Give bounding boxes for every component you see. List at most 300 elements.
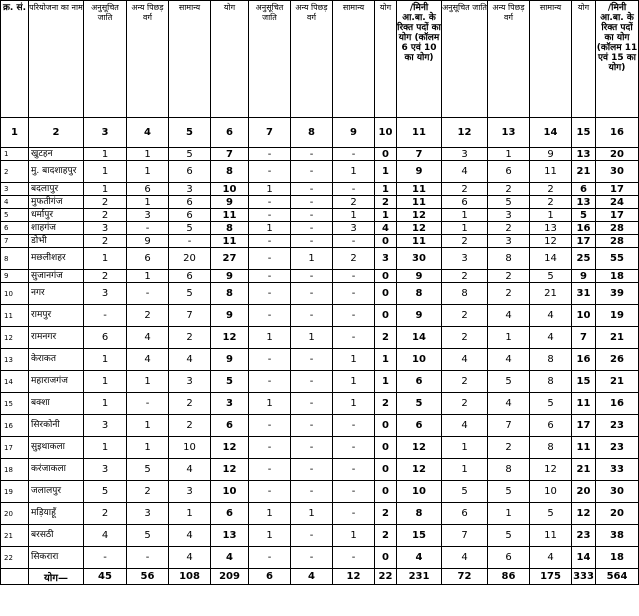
table-cell: 17	[572, 415, 596, 437]
column-header: योग	[211, 1, 249, 118]
column-number: 11	[397, 118, 442, 148]
table-cell: 6	[488, 161, 530, 183]
table-row	[1, 415, 639, 437]
table-cell: 1	[333, 371, 375, 393]
table-cell: 1	[530, 209, 572, 222]
table-row	[1, 283, 639, 305]
table-row	[1, 305, 639, 327]
table-cell: 20	[169, 248, 211, 270]
table-cell: 38	[596, 525, 639, 547]
project-name: मछलीशहर	[29, 248, 84, 270]
project-name: करंजाकला	[29, 459, 84, 481]
table-cell: 16	[572, 349, 596, 371]
table-cell: 8	[442, 283, 488, 305]
table-cell: 2	[169, 393, 211, 415]
serial-number: 17	[1, 437, 29, 459]
table-cell: 12	[211, 459, 249, 481]
table-cell: 1	[127, 148, 169, 161]
column-number: 12	[442, 118, 488, 148]
table-cell: -	[127, 283, 169, 305]
table-cell: 1	[84, 248, 127, 270]
table-cell: 9	[127, 235, 169, 248]
table-cell: 1	[333, 161, 375, 183]
table-row	[1, 183, 639, 196]
table-cell: 2	[488, 183, 530, 196]
table-row	[1, 437, 639, 459]
table-cell: 39	[596, 283, 639, 305]
table-cell: -	[249, 305, 291, 327]
table-cell: 6	[397, 415, 442, 437]
column-number: 9	[333, 118, 375, 148]
table-cell: 1	[84, 349, 127, 371]
table-cell: -	[249, 248, 291, 270]
table-cell: 1	[84, 393, 127, 415]
column-number: 1	[1, 118, 29, 148]
column-header: योग	[572, 1, 596, 118]
total-value: 56	[127, 569, 169, 585]
table-cell: 5	[530, 503, 572, 525]
table-cell: 7	[169, 305, 211, 327]
table-cell: 1	[169, 503, 211, 525]
project-name: बदलापुर	[29, 183, 84, 196]
table-row	[1, 148, 639, 161]
project-name: नगर	[29, 283, 84, 305]
table-cell: -	[333, 437, 375, 459]
table-cell: 0	[375, 270, 397, 283]
table-cell: 0	[375, 283, 397, 305]
table-cell: 12	[530, 235, 572, 248]
serial-number: 8	[1, 248, 29, 270]
table-cell: 5	[572, 209, 596, 222]
table-cell: 12	[211, 437, 249, 459]
table-cell: 1	[375, 209, 397, 222]
table-cell: 4	[488, 393, 530, 415]
serial-number: 5	[1, 209, 29, 222]
table-cell: 13	[572, 196, 596, 209]
table-cell: 2	[488, 437, 530, 459]
column-number: 4	[127, 118, 169, 148]
table-cell: 2	[488, 283, 530, 305]
table-cell: 10	[169, 437, 211, 459]
table-cell: 1	[375, 371, 397, 393]
table-cell: -	[291, 270, 333, 283]
table-cell: 0	[375, 148, 397, 161]
table-cell: 9	[211, 349, 249, 371]
project-name: डोभी	[29, 235, 84, 248]
table-cell: -	[333, 283, 375, 305]
project-name: बरसठी	[29, 525, 84, 547]
table-cell: 16	[572, 222, 596, 235]
project-name: धर्मापुर	[29, 209, 84, 222]
project-name: सिकरारा	[29, 547, 84, 569]
table-cell: 23	[596, 415, 639, 437]
table-cell: 6	[84, 327, 127, 349]
table-cell: 4	[442, 349, 488, 371]
table-cell: 6	[211, 503, 249, 525]
column-number: 8	[291, 118, 333, 148]
table-cell: 2	[375, 327, 397, 349]
serial-number: 22	[1, 547, 29, 569]
table-cell: 8	[211, 283, 249, 305]
table-cell: 3	[127, 503, 169, 525]
table-cell: 1	[375, 183, 397, 196]
table-cell: 21	[596, 371, 639, 393]
table-cell: 2	[375, 393, 397, 415]
serial-number: 11	[1, 305, 29, 327]
table-cell: 9	[397, 305, 442, 327]
table-cell: 6	[397, 371, 442, 393]
table-cell: 2	[84, 209, 127, 222]
table-cell: 5	[488, 371, 530, 393]
table-cell: 7	[211, 148, 249, 161]
column-number: 3	[84, 118, 127, 148]
table-cell: 2	[442, 371, 488, 393]
table-cell: 1	[333, 349, 375, 371]
table-cell: 2	[84, 196, 127, 209]
table-cell: -	[291, 393, 333, 415]
table-cell: 5	[488, 481, 530, 503]
serial-number: 4	[1, 196, 29, 209]
table-cell: 3	[127, 209, 169, 222]
table-cell: 7	[442, 525, 488, 547]
column-number: 10	[375, 118, 397, 148]
table-cell: 6	[127, 248, 169, 270]
table-cell: 3	[442, 148, 488, 161]
table-cell: 2	[442, 327, 488, 349]
table-cell: 1	[84, 148, 127, 161]
column-header: क्र. सं.	[1, 1, 29, 118]
total-label: योग—	[29, 569, 84, 585]
table-cell: 21	[572, 459, 596, 481]
table-cell: -	[291, 371, 333, 393]
table-cell: 6	[169, 209, 211, 222]
column-header: योग	[375, 1, 397, 118]
table-cell: 4	[84, 525, 127, 547]
serial-number: 19	[1, 481, 29, 503]
table-cell: 0	[375, 305, 397, 327]
column-header: परियोजना का नाम	[29, 1, 84, 118]
table-cell: 4	[211, 547, 249, 569]
table-cell: 0	[375, 415, 397, 437]
total-blank-cell	[1, 569, 29, 585]
table-cell: -	[249, 270, 291, 283]
table-cell: 30	[596, 161, 639, 183]
table-cell: 1	[488, 327, 530, 349]
table-cell: 1	[291, 327, 333, 349]
table-cell: 3	[169, 481, 211, 503]
serial-number: 2	[1, 161, 29, 183]
table-row	[1, 459, 639, 481]
table-cell: 2	[169, 327, 211, 349]
table-cell: -	[249, 209, 291, 222]
table-row	[1, 503, 639, 525]
table-cell: -	[291, 481, 333, 503]
table-cell: 4	[530, 327, 572, 349]
table-cell: 2	[442, 270, 488, 283]
table-cell: 3	[84, 283, 127, 305]
table-cell: 30	[596, 481, 639, 503]
table-cell: 17	[572, 235, 596, 248]
table-cell: 0	[375, 547, 397, 569]
project-name: मुफतीगंज	[29, 196, 84, 209]
table-cell: 3	[169, 371, 211, 393]
total-value: 22	[375, 569, 397, 585]
table-cell: 4	[127, 327, 169, 349]
table-cell: 12	[397, 437, 442, 459]
table-row	[1, 481, 639, 503]
table-cell: 4	[442, 161, 488, 183]
table-cell: 1	[84, 183, 127, 196]
table-cell: 8	[211, 161, 249, 183]
table-cell: 15	[397, 525, 442, 547]
table-cell: 12	[397, 222, 442, 235]
total-value: 86	[488, 569, 530, 585]
table-cell: 2	[84, 235, 127, 248]
table-cell: -	[291, 161, 333, 183]
column-number: 7	[249, 118, 291, 148]
column-number: 2	[29, 118, 84, 148]
column-header: अनुसूचित जाति	[442, 1, 488, 118]
total-value: 564	[596, 569, 639, 585]
table-cell: 5	[442, 481, 488, 503]
table-cell: 2	[375, 196, 397, 209]
project-name: बक्शा	[29, 393, 84, 415]
table-cell: 4	[530, 547, 572, 569]
table-cell: 6	[211, 415, 249, 437]
table-cell: 17	[596, 183, 639, 196]
table-cell: -	[127, 222, 169, 235]
table-row	[1, 525, 639, 547]
table-cell: 21	[530, 283, 572, 305]
table-cell: -	[291, 148, 333, 161]
table-cell: -	[249, 547, 291, 569]
table-cell: -	[169, 235, 211, 248]
table-cell: 21	[596, 327, 639, 349]
table-cell: 5	[169, 222, 211, 235]
table-cell: 1	[249, 327, 291, 349]
column-number: 13	[488, 118, 530, 148]
table-cell: -	[333, 503, 375, 525]
column-number: 15	[572, 118, 596, 148]
table-cell: 5	[397, 393, 442, 415]
serial-number: 16	[1, 415, 29, 437]
table-cell: 7	[488, 415, 530, 437]
table-cell: -	[249, 459, 291, 481]
serial-number: 12	[1, 327, 29, 349]
table-cell: 15	[572, 371, 596, 393]
total-value: 6	[249, 569, 291, 585]
table-cell: 12	[572, 503, 596, 525]
table-cell: 2	[375, 503, 397, 525]
table-cell: 11	[211, 235, 249, 248]
table-cell: 1	[442, 209, 488, 222]
table-cell: -	[249, 196, 291, 209]
column-header: /मिनी आ.बा. के रिक्त पदों का योग (कॉलम 6 एवं 10 का योग)	[397, 1, 442, 118]
total-value: 45	[84, 569, 127, 585]
table-cell: 11	[397, 196, 442, 209]
table-cell: -	[333, 481, 375, 503]
table-cell: -	[249, 415, 291, 437]
table-cell: 8	[530, 437, 572, 459]
table-cell: 1	[488, 503, 530, 525]
table-cell: 6	[127, 183, 169, 196]
table-cell: 1	[84, 437, 127, 459]
table-cell: 2	[530, 183, 572, 196]
total-value: 108	[169, 569, 211, 585]
table-cell: 2	[333, 248, 375, 270]
table-cell: -	[333, 415, 375, 437]
column-header: अनुसूचित जाति	[84, 1, 127, 118]
table-cell: 4	[442, 547, 488, 569]
serial-number: 7	[1, 235, 29, 248]
serial-number: 13	[1, 349, 29, 371]
table-cell: 1	[442, 222, 488, 235]
table-cell: -	[333, 183, 375, 196]
table-cell: 10	[397, 349, 442, 371]
table-cell: 11	[397, 235, 442, 248]
table-cell: 20	[596, 148, 639, 161]
table-cell: 2	[488, 222, 530, 235]
table-cell: 2	[169, 415, 211, 437]
table-cell: 4	[375, 222, 397, 235]
table-cell: 4	[397, 547, 442, 569]
column-header: /मिनी आ.बा. के रिक्त पदों का योग (कॉलम 11 एवं 15 का योग)	[596, 1, 639, 118]
table-cell: 3	[488, 209, 530, 222]
serial-number: 10	[1, 283, 29, 305]
table-cell: 2	[375, 525, 397, 547]
table-cell: 3	[84, 459, 127, 481]
table-cell: -	[249, 437, 291, 459]
table-cell: -	[249, 283, 291, 305]
table-cell: 8	[397, 503, 442, 525]
table-cell: 10	[572, 305, 596, 327]
column-header: सामान्य	[333, 1, 375, 118]
table-row	[1, 547, 639, 569]
table-cell: 17	[596, 209, 639, 222]
table-cell: -	[291, 222, 333, 235]
table-cell: 8	[488, 459, 530, 481]
table-cell: 7	[572, 327, 596, 349]
table-cell: 2	[442, 183, 488, 196]
table-cell: -	[291, 235, 333, 248]
table-row	[1, 349, 639, 371]
table-cell: 4	[169, 459, 211, 481]
table-cell: 3	[84, 222, 127, 235]
table-cell: -	[291, 283, 333, 305]
table-cell: 30	[397, 248, 442, 270]
table-cell: 6	[169, 270, 211, 283]
table-cell: 2	[127, 481, 169, 503]
table-cell: 4	[442, 415, 488, 437]
table-cell: -	[291, 196, 333, 209]
table-cell: 1	[375, 349, 397, 371]
project-name: शाहगंज	[29, 222, 84, 235]
table-cell: 19	[596, 305, 639, 327]
table-cell: 0	[375, 459, 397, 481]
table-cell: 3	[488, 235, 530, 248]
table-cell: -	[127, 393, 169, 415]
table-row	[1, 393, 639, 415]
table-cell: 8	[397, 283, 442, 305]
project-name: जलालपुर	[29, 481, 84, 503]
table-cell: 2	[488, 270, 530, 283]
column-number: 5	[169, 118, 211, 148]
total-value: 175	[530, 569, 572, 585]
serial-number: 1	[1, 148, 29, 161]
table-row	[1, 270, 639, 283]
table-cell: 9	[397, 270, 442, 283]
table-cell: 11	[211, 209, 249, 222]
table-cell: 1	[333, 393, 375, 415]
serial-number: 6	[1, 222, 29, 235]
table-row	[1, 235, 639, 248]
table-cell: 1	[127, 371, 169, 393]
table-cell: 3	[84, 415, 127, 437]
table-cell: 6	[530, 415, 572, 437]
table-cell: -	[333, 459, 375, 481]
table-cell: 28	[596, 235, 639, 248]
table-cell: 5	[127, 459, 169, 481]
table-cell: 1	[84, 161, 127, 183]
table-cell: 10	[397, 481, 442, 503]
table-cell: 1	[127, 415, 169, 437]
table-cell: 27	[211, 248, 249, 270]
table-cell: 4	[127, 349, 169, 371]
table-cell: -	[291, 415, 333, 437]
table-row	[1, 196, 639, 209]
table-cell: 13	[572, 148, 596, 161]
table-cell: 55	[596, 248, 639, 270]
total-value: 72	[442, 569, 488, 585]
table-cell: -	[333, 148, 375, 161]
table-cell: 9	[397, 161, 442, 183]
table-cell: 14	[530, 248, 572, 270]
table-cell: 23	[596, 437, 639, 459]
table-cell: 2	[84, 503, 127, 525]
total-row	[1, 569, 639, 585]
table-cell: -	[333, 270, 375, 283]
table-cell: 5	[127, 525, 169, 547]
table-cell: 13	[530, 222, 572, 235]
table-cell: 9	[211, 270, 249, 283]
table-cell: 6	[572, 183, 596, 196]
project-name: खुटहन	[29, 148, 84, 161]
table-cell: 31	[572, 283, 596, 305]
table-cell: 1	[249, 393, 291, 415]
column-header: अन्य पिछड़ वर्ग	[127, 1, 169, 118]
table-cell: 5	[169, 283, 211, 305]
table-cell: -	[291, 209, 333, 222]
table-cell: 9	[530, 148, 572, 161]
header-row	[1, 1, 639, 118]
table-cell: 6	[488, 547, 530, 569]
table-row	[1, 209, 639, 222]
table-cell: 1	[333, 209, 375, 222]
table-cell: -	[291, 459, 333, 481]
table-row	[1, 248, 639, 270]
table-cell: 4	[169, 525, 211, 547]
table-cell: 2	[442, 235, 488, 248]
table-cell: 8	[488, 248, 530, 270]
serial-number: 3	[1, 183, 29, 196]
table-cell: 6	[169, 161, 211, 183]
table-cell: 26	[596, 349, 639, 371]
table-cell: 1	[291, 503, 333, 525]
table-cell: 14	[572, 547, 596, 569]
table-cell: 24	[596, 196, 639, 209]
table-cell: 1	[84, 371, 127, 393]
table-cell: -	[291, 183, 333, 196]
